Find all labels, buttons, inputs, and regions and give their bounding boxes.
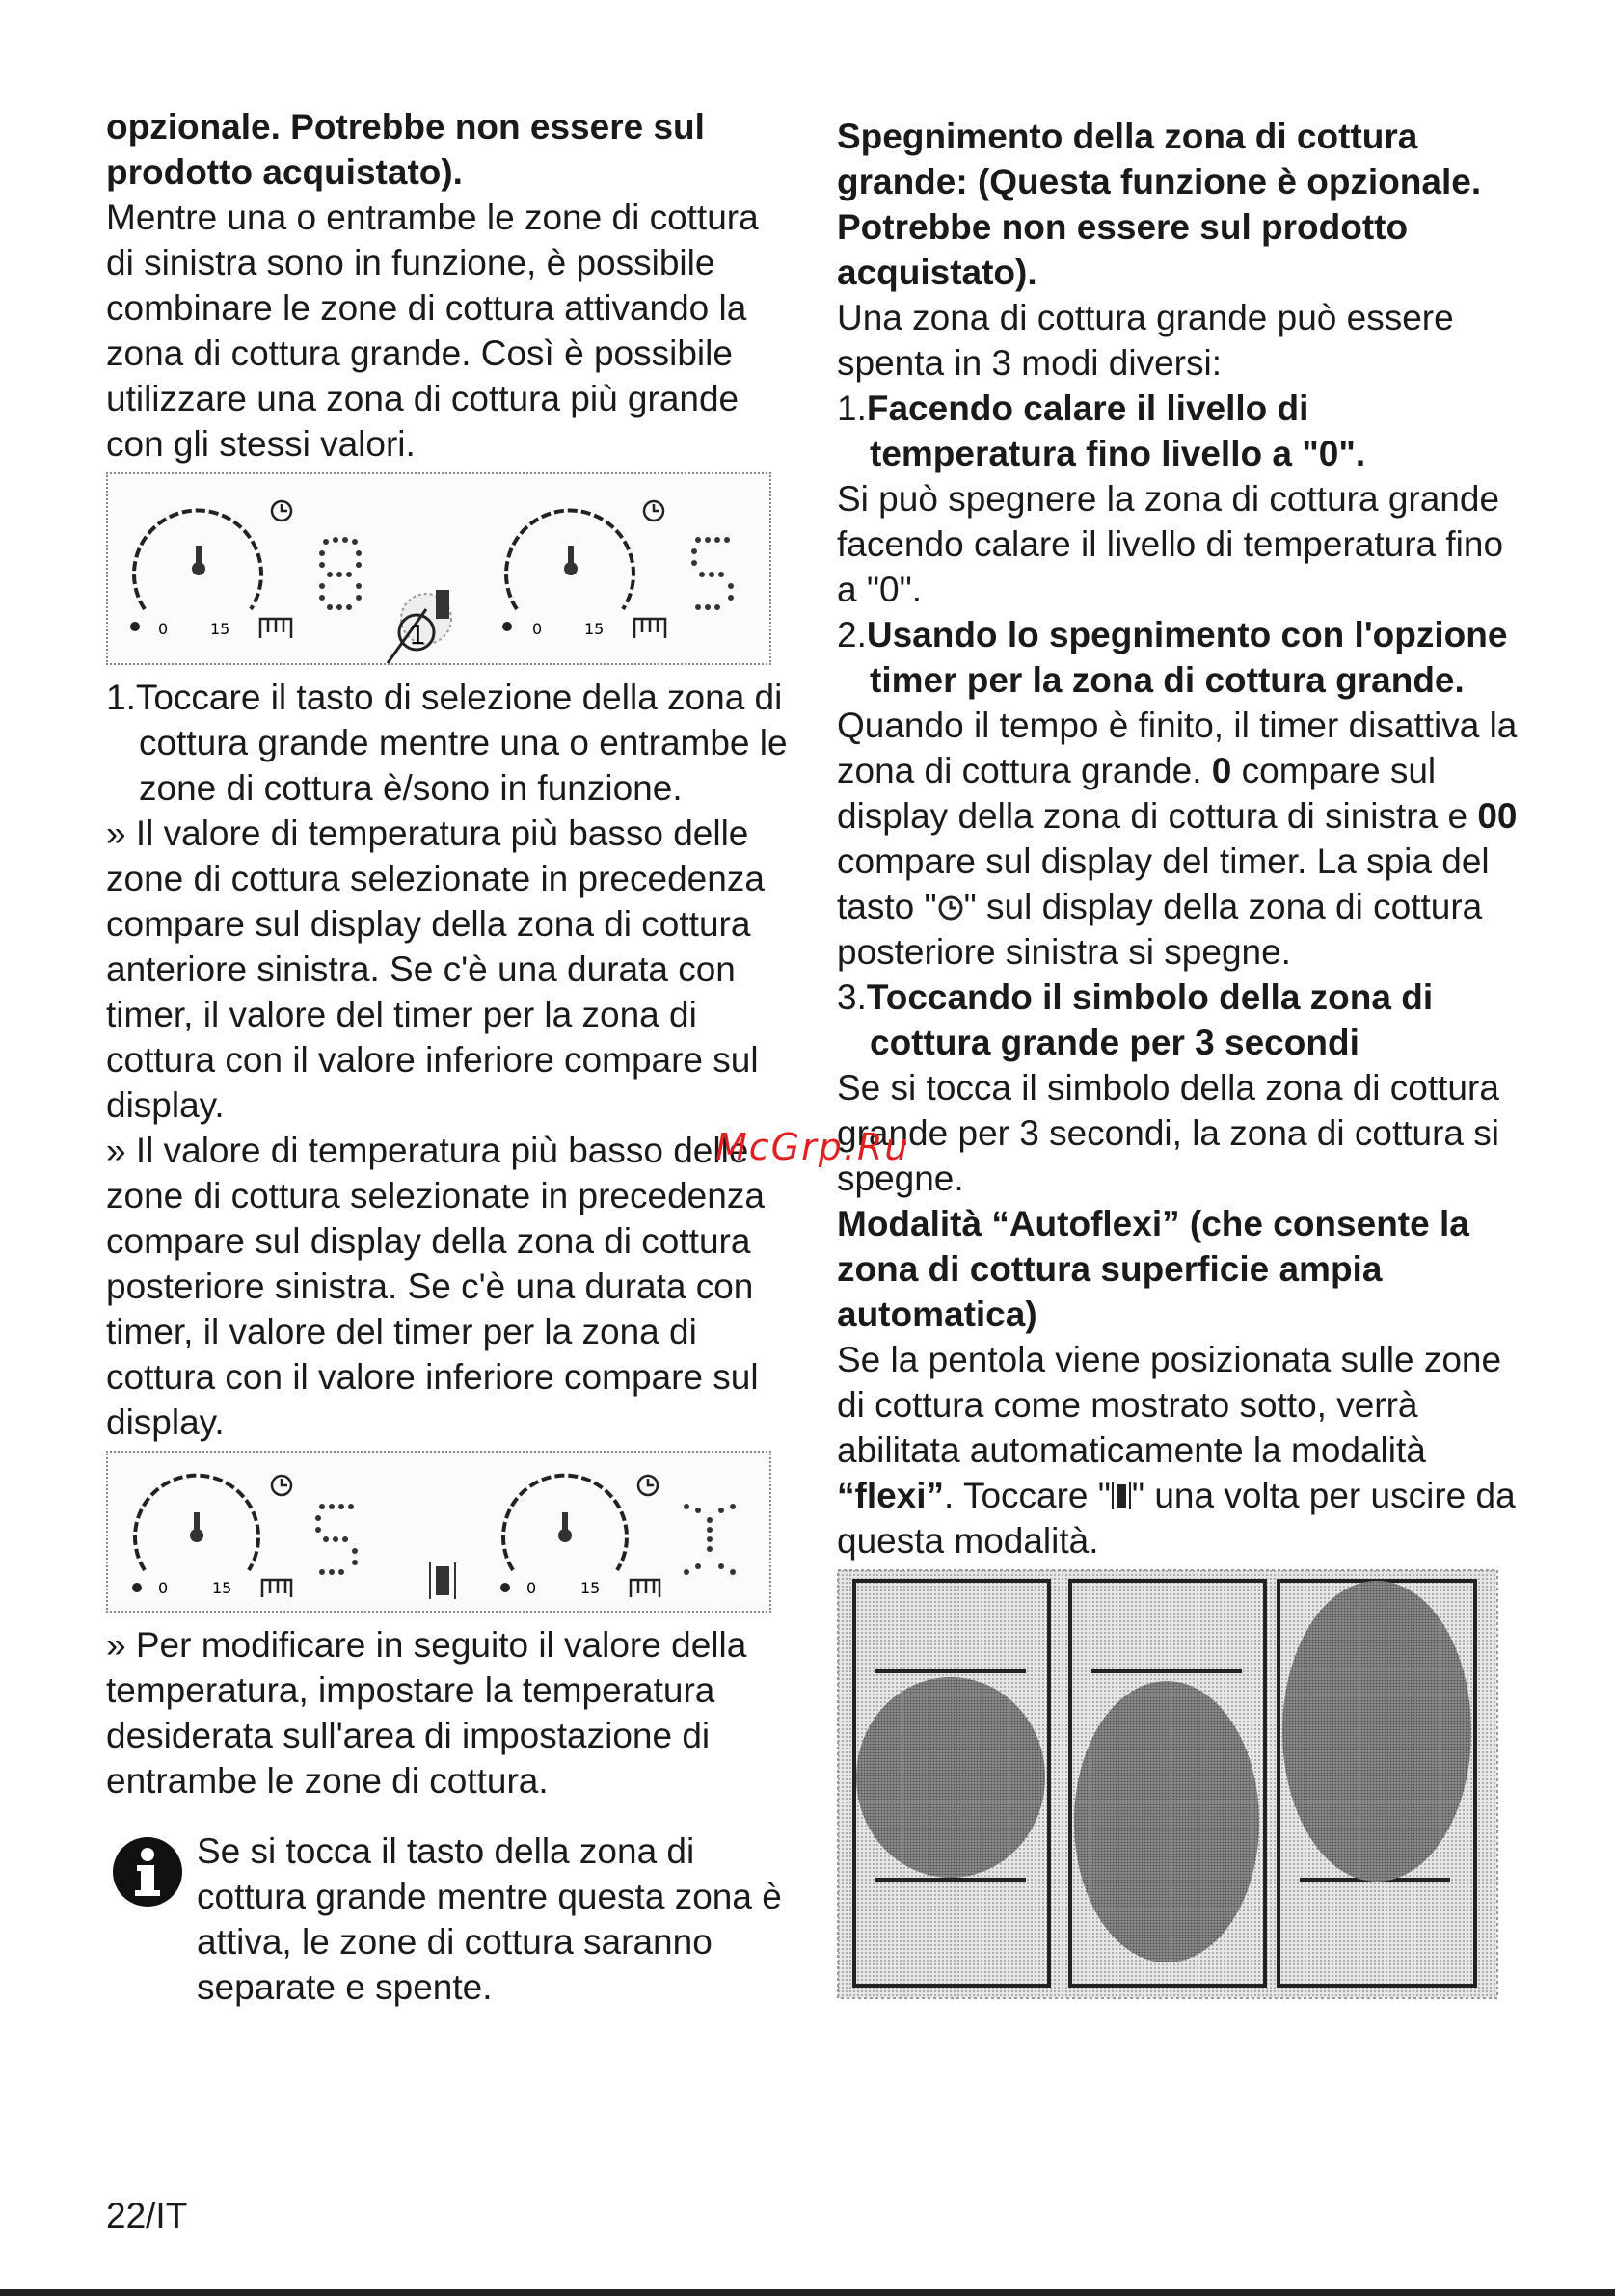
double-zero-value: 00 xyxy=(1477,796,1518,836)
large-zone-icon xyxy=(1111,1481,1132,1511)
result-2: » Il valore di temperatura più basso delle zone di cottura selezionate in precedenza compare sul display della zona di cottura posteriore sinistra. Se c'è una durata con timer, il valore del timer per la zona di cottura con il valore inferiore compare sul display. xyxy=(106,1131,765,1442)
timer-icon-2 xyxy=(644,501,663,521)
left-column xyxy=(106,104,791,2010)
lock-icon xyxy=(262,1580,291,1597)
info-icon xyxy=(112,1836,183,1908)
item-2-title xyxy=(837,612,1521,703)
knob-max-label-2: 15 xyxy=(584,620,605,638)
flexi-label: “flexi” xyxy=(837,1476,945,1515)
knob-min-label: 0 xyxy=(158,620,169,638)
left-zone-knob-icon xyxy=(132,1476,258,1592)
knob-min-label-2: 0 xyxy=(532,620,543,638)
item-1-title xyxy=(837,386,1521,476)
item-3-number: 3. xyxy=(837,977,867,1017)
zero-value: 0 xyxy=(1211,751,1232,790)
flexi-zone-1 xyxy=(854,1581,1049,1986)
note-text: Se si tocca il tasto della zona di cottura grande mentre questa zona è attiva, le zone di cottura saranno separate e spente. xyxy=(197,1831,782,2007)
bottom-rule xyxy=(0,2289,1615,2296)
page-number: 22/IT xyxy=(106,2196,188,2235)
heading-autoflexi: Modalità “Autoflexi” (che consente la zona di cottura superficie ampia automatica) xyxy=(837,1204,1469,1334)
right-zone-knob-icon xyxy=(500,1476,627,1592)
right-zone-knob-icon xyxy=(502,511,633,631)
seven-segment-display-right xyxy=(691,537,734,610)
left-zone-knob-icon xyxy=(130,511,261,631)
right-column xyxy=(837,114,1521,2004)
item-1-number: 1. xyxy=(837,388,867,428)
control-panel-diagram-1 xyxy=(106,472,771,665)
lock-icon-2 xyxy=(634,619,665,638)
knob-max-label: 15 xyxy=(210,620,230,638)
intro-3-ways: Una zona di cottura grande può essere spenta in 3 modi diversi: xyxy=(837,298,1454,383)
seven-segment-display-left xyxy=(319,537,362,610)
watermark: McGrp.Ru xyxy=(715,1126,910,1168)
result-1: » Il valore di temperatura più basso delle zone di cottura selezionate in precedenza compare sul display della zona di cottura anteriore sinistra. Se c'è una durata con timer, il valore del timer per la zona di cottura con il valore inferiore compare sul display. xyxy=(106,814,765,1125)
timer-icon xyxy=(937,894,964,921)
knob-max-label: 15 xyxy=(212,1579,232,1597)
info-note xyxy=(106,1829,791,2010)
flexi-pan-positions-figure xyxy=(837,1569,1498,2004)
control-panel-diagram-2 xyxy=(106,1451,771,1613)
item-3-title xyxy=(837,974,1521,1065)
knob-max-label-2: 15 xyxy=(580,1579,601,1597)
flexi-zone-2 xyxy=(1070,1581,1265,1986)
knob-min-label: 0 xyxy=(158,1579,169,1597)
item-2-title-text: Usando lo spegnimento con l'opzione timer per la zona di cottura grande. xyxy=(866,615,1508,700)
callout-number: 1 xyxy=(409,619,426,651)
timer-icon xyxy=(272,1476,291,1495)
lock-icon-2 xyxy=(631,1580,659,1597)
step-1: 1.Toccare il tasto di selezione della zona di cottura grande mentre una o entrambe le zone di cottura è/sono in funzione. xyxy=(106,678,788,808)
large-zone-icon xyxy=(430,1562,455,1599)
result-3: » Per modificare in seguito il valore della temperatura, impostare la temperatura desiderata sull'area di impostazione di entrambe le zone di cottura. xyxy=(106,1625,747,1801)
seven-segment-display-right xyxy=(684,1504,736,1575)
lock-icon xyxy=(260,619,291,638)
timer-icon-2 xyxy=(638,1476,658,1495)
item-2-number: 2. xyxy=(837,615,867,654)
autoflexi-text: Se la pentola viene posizionata sulle zone di cottura come mostrato sotto, verrà abilitata automaticamente la modalità “flexi”. Toccare " " una volta per uscire da questa modalità. xyxy=(837,1340,1516,1561)
flexi-zone-3 xyxy=(1279,1581,1475,1986)
knob-min-label-2: 0 xyxy=(526,1579,537,1597)
item-3-title-text: Toccando il simbolo della zona di cottura grande per 3 secondi xyxy=(866,977,1434,1062)
seven-segment-display-left xyxy=(315,1504,358,1575)
heading-large-zone-off: Spegnimento della zona di cottura grande: (Questa funzione è opzionale. Potrebbe non essere sul prodotto acquistato). xyxy=(837,117,1482,292)
item-1-text: Si può spegnere la zona di cottura grande facendo calare il livello di temperatura fino a "0". xyxy=(837,479,1504,609)
item-2-text: Quando il tempo è finito, il timer disattiva la zona di cottura grande. 0 compare sul display della zona di cottura di sinistra e 00 compare sul display del timer. La spia del tasto " " sul display della zona di cottura posteriore sinistra si spegne. xyxy=(837,706,1518,972)
item-3-text: Se si tocca il simbolo della zona di cottura grande per 3 secondi, la zona di cottura si spegne. xyxy=(837,1068,1499,1198)
item-1-title-text: Facendo calare il livello di temperatura fino livello a "0". xyxy=(866,388,1366,473)
intro-bold-text: opzionale. Potrebbe non essere sul prodotto acquistato). xyxy=(106,107,705,192)
timer-icon xyxy=(272,501,291,521)
intro-paragraph: Mentre una o entrambe le zone di cottura di sinistra sono in funzione, è possibile combinare le zone di cottura attivando la zona di cottura grande. Così è possibile utilizzare una zona di cottura più grande con gli stessi valori. xyxy=(106,198,759,464)
